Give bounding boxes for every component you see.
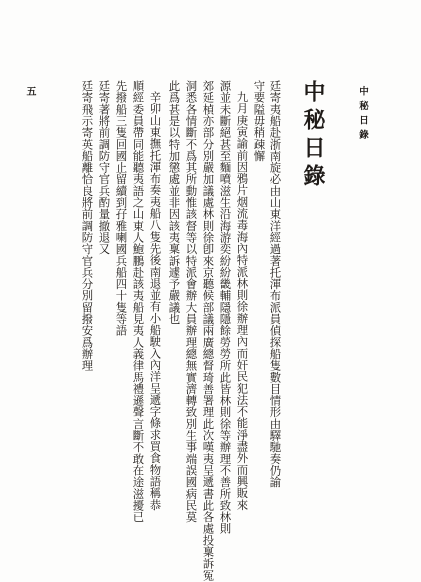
text-line: 廷寄著將前調防守官兵酌量撤退又 bbox=[97, 80, 112, 255]
text-line: 先撥船三隻回國止留續到孖雅喇國兵船四十隻等語 bbox=[114, 80, 129, 337]
text-line: 洞悉各情斷不爲其所動惟該督等以特派會辦大員辦理總無實濟轉致別生事端誤國病民莫 bbox=[184, 80, 199, 523]
text-line: 廷寄飛示寄英船離恰良將前調防守官兵分別留撥安爲辦理 bbox=[80, 80, 95, 372]
book-title: 中秘日錄 bbox=[300, 80, 326, 192]
text-line: 守要隘毋稍疎懈 bbox=[252, 80, 267, 162]
page-number: 五 bbox=[24, 86, 35, 96]
text-line: 順經委員帶同能聽夷語之山東人鮑鵬赴該夷船見夷人義律馬禮遜聲言斷不敢在途滋擾已 bbox=[131, 80, 146, 523]
text-line: 源並未斷絕甚至麵噴滋生沿海游奕紛紛畿輔隱隱餘勞勞所此皆林則徐等辦理不善所致林則 bbox=[218, 80, 233, 535]
text-line: 辛卯山東撫托渾布奏夷船八隻先後南退並有小船駛入內洋呈遞字條求買食物語稱恭 bbox=[148, 91, 163, 511]
text-line: 廷寄夷船赴浙南旋必由山東洋經過著托渾布派員偵探船隻數目情形由驛馳奏仍諭 bbox=[268, 80, 283, 488]
running-title: 中秘日錄 bbox=[357, 86, 368, 144]
text-line: 此爲甚是以特加懲處並非因該夷稟訴遽予嚴議也 bbox=[167, 80, 182, 325]
text-line: 九月庚寅諭前因鴉片烟流毒海內特派林則徐辦理內而奸民犯法不能淨盡外而興販來 bbox=[235, 91, 250, 511]
text-line: 郊延楨亦部分別嚴加議處林則徐卽來京聽候部議兩廣總督琦善署理此次嘆夷呈遞書此各處投稟訴冤 bbox=[201, 80, 216, 581]
